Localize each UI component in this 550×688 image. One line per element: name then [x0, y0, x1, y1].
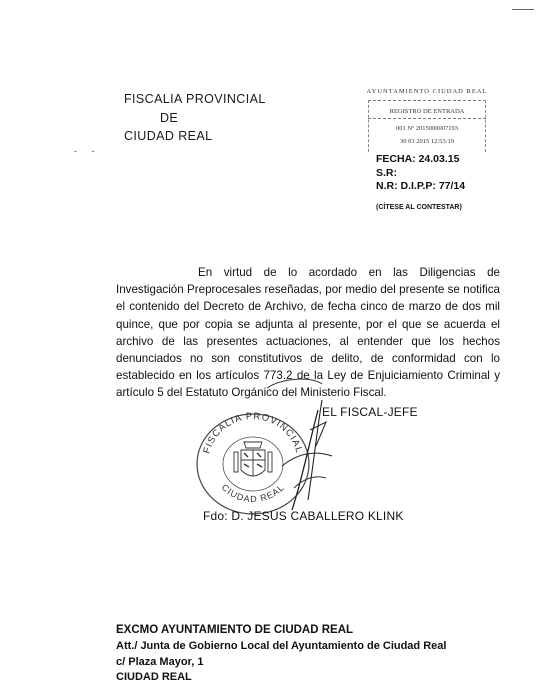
- addressee-line2: Att./ Junta de Gobierno Local del Ayuntamiento de Ciudad Real: [116, 640, 447, 652]
- stamp-datetime: 30 03 2015 12:53:19: [400, 138, 454, 145]
- handwritten-signature: [219, 370, 372, 520]
- registry-stamp: [366, 88, 488, 154]
- addressee-line1: EXCMO AYUNTAMIENTO DE CIUDAD REAL: [116, 624, 354, 636]
- stamp-border: [485, 100, 486, 152]
- stamp-title: REGISTRO DE ENTRADA: [389, 108, 465, 115]
- office-name-line3: CIUDAD REAL: [124, 129, 213, 143]
- stamp-divider: [368, 100, 486, 101]
- cite-note: (CÍTESE AL CONTESTAR): [376, 204, 462, 211]
- signer-name: Fdo: D. JESÚS CABALLERO KLINK: [203, 509, 404, 523]
- office-name-line2: DE: [160, 111, 179, 125]
- addressee-line3: c/ Plaza Mayor, 1: [116, 656, 204, 668]
- stamp-divider: [368, 118, 486, 119]
- reference-date: FECHA: 24.03.15: [376, 153, 460, 165]
- stamp-header: AYUNTAMIENTO CIUDAD REAL: [366, 88, 488, 95]
- margin-mark: - -: [74, 146, 101, 156]
- seal-text-bottom: CIUDAD REAL: [219, 482, 287, 505]
- seal-text-top: FISCALIA PROVINCIAL: [201, 412, 305, 455]
- notification-paragraph: En virtud de lo acordado en las Diligencias de Investigación Preprocesales reseñadas, por medio del presente se notifica el contenido del Decreto de Archivo, de fecha cinco de marzo de dos mil quince, que por copia se adjunta al presente, por el que se acuerda el archivo de las presentes actuaciones, al entender que los hechos denunciados no son constitutivos de delito, de conformidad con lo establecido en los artículos 773.2 de la Ley de Enjuiciamiento Criminal y artículo 5 del Estatuto Orgánico del Ministerio Fiscal.: [116, 266, 500, 400]
- reference-number: N.R: D.I.P.P: 77/14: [376, 180, 466, 192]
- stamp-number: 001 Nº 2015000007193: [396, 125, 458, 132]
- page-corner-mark: [512, 9, 534, 10]
- reference-sr: S.R:: [376, 167, 397, 179]
- signer-role: EL FISCAL-JEFE: [322, 405, 418, 419]
- stamp-border: [368, 100, 369, 152]
- office-name-line1: FISCALIA PROVINCIAL: [124, 92, 266, 106]
- addressee-line4: CIUDAD REAL: [116, 671, 192, 683]
